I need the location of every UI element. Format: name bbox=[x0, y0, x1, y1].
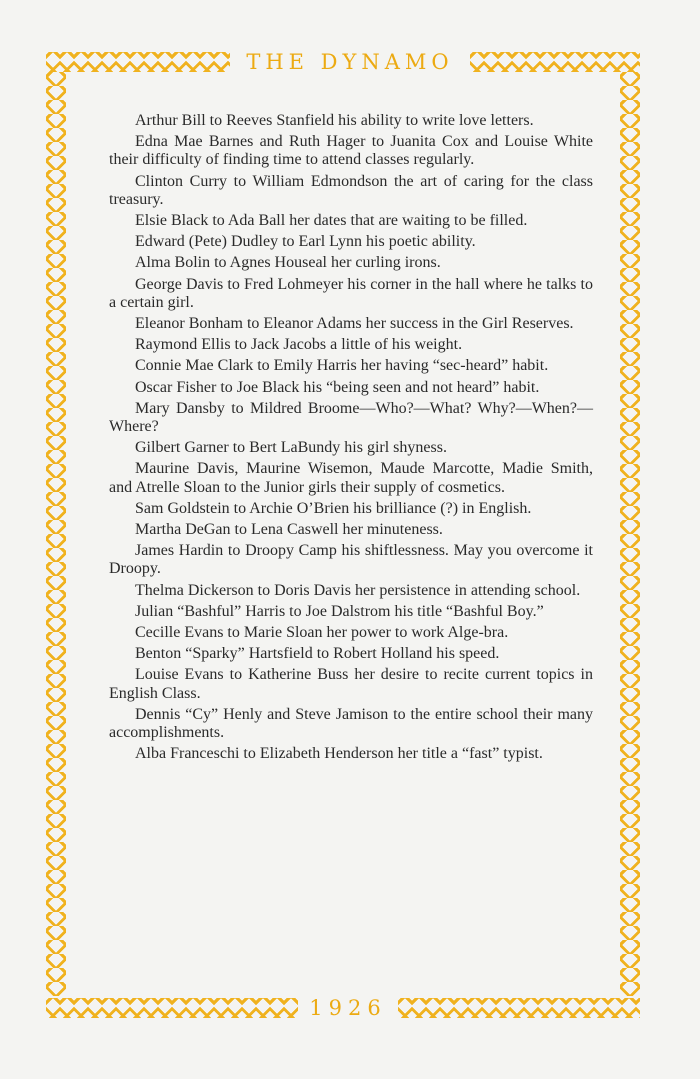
entry: Oscar Fisher to Joe Black his “being seen and not heard” habit. bbox=[135, 378, 540, 396]
entry: Edward (Pete) Dudley to Earl Lynn his poetic ability. bbox=[135, 233, 476, 251]
entry: Dennis “Cy” Henly and Steve Jamison to the entire school their many accomplishments. bbox=[109, 705, 593, 742]
page-footer-year: 1926 bbox=[309, 996, 387, 1020]
left-border bbox=[46, 72, 66, 996]
page-header-title: THE DYNAMO bbox=[246, 50, 454, 74]
entry: Arthur Bill to Reeves Stanfield his ability to write love letters. bbox=[135, 112, 534, 129]
entry: Elsie Black to Ada Ball her dates that are waiting to be filled. bbox=[135, 212, 528, 230]
bottom-border-left bbox=[46, 998, 298, 1018]
entry: Maurine Davis, Maurine Wisemon, Maude Marcotte, Madie Smith, and Atrelle Sloan to the Junior girls their supply of cosmetics. bbox=[109, 460, 593, 496]
entry: Gilbert Garner to Bert LaBundy his girl shyness. bbox=[135, 439, 447, 457]
entry: Clinton Curry to William Edmondson the art of caring for the class treasury. bbox=[109, 172, 593, 208]
entry: George Davis to Fred Lohmeyer his corner in the hall where he talks to a certain girl. bbox=[109, 275, 593, 311]
entry: Connie Mae Clark to Emily Harris her having “sec-heard” habit. bbox=[135, 357, 549, 375]
right-border bbox=[620, 72, 640, 996]
entry: Thelma Dickerson to Doris Davis her persistence in attending school. bbox=[135, 581, 581, 599]
entry: Cecille Evans to Marie Sloan her power to work Alge-bra. bbox=[135, 624, 509, 642]
will-entries bbox=[109, 112, 593, 767]
entry: Alma Bolin to Agnes Houseal her curling irons. bbox=[135, 254, 441, 272]
top-border-left bbox=[46, 52, 230, 72]
entry: Martha DeGan to Lena Caswell her minuteness. bbox=[135, 521, 443, 539]
entry: Mary Dansby to Mildred Broome—Who?—What? Why?—When?—Where? bbox=[109, 399, 593, 436]
entry: Sam Goldstein to Archie O’Brien his brilliance (?) in English. bbox=[135, 499, 532, 517]
bottom-border-right bbox=[398, 998, 640, 1018]
entry: Edna Mae Barnes and Ruth Hager to Juanita Cox and Louise White their difficulty of finding time to attend classes regularly. bbox=[109, 133, 593, 169]
entry: Julian “Bashful” Harris to Joe Dalstrom his title “Bashful Boy.” bbox=[135, 602, 544, 620]
entry: Benton “Sparky” Hartsfield to Robert Holland his speed. bbox=[135, 645, 500, 663]
entry: Raymond Ellis to Jack Jacobs a little of his weight. bbox=[135, 336, 463, 354]
entry: Alba Franceschi to Elizabeth Henderson her title a “fast” typist. bbox=[135, 745, 543, 763]
entry: James Hardin to Droopy Camp his shiftlessness. May you overcome it Droopy. bbox=[109, 542, 593, 578]
top-border-right bbox=[470, 52, 640, 72]
entry: Louise Evans to Katherine Buss her desire to recite current topics in English Class. bbox=[109, 666, 593, 702]
entry: Eleanor Bonham to Eleanor Adams her success in the Girl Reserves. bbox=[135, 315, 574, 333]
